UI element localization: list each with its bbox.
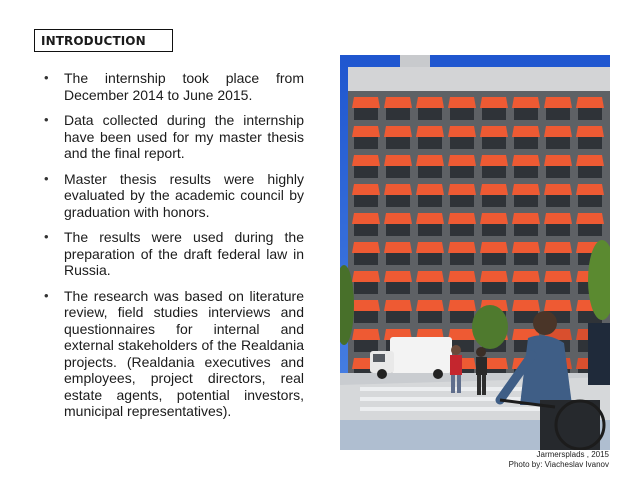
- awning: [448, 271, 476, 282]
- awning: [480, 97, 508, 108]
- window: [578, 136, 602, 149]
- window: [482, 281, 506, 294]
- window: [386, 252, 410, 265]
- awning: [512, 271, 540, 282]
- awning: [448, 184, 476, 195]
- awning: [480, 213, 508, 224]
- window: [482, 165, 506, 178]
- awning: [544, 271, 572, 282]
- window: [450, 252, 474, 265]
- window: [354, 107, 378, 120]
- window: [546, 252, 570, 265]
- awning: [416, 271, 444, 282]
- window: [418, 223, 442, 236]
- section-title-box: [34, 29, 173, 52]
- awning: [512, 184, 540, 195]
- awning: [512, 126, 540, 137]
- window: [354, 310, 378, 323]
- awning: [512, 213, 540, 224]
- awning: [544, 97, 572, 108]
- bullet-dot-icon: •: [44, 70, 49, 85]
- window: [514, 136, 538, 149]
- window: [418, 281, 442, 294]
- awning: [416, 97, 444, 108]
- window: [514, 194, 538, 207]
- awning: [544, 155, 572, 166]
- window: [578, 107, 602, 120]
- bullet-dot-icon: •: [44, 229, 49, 244]
- window: [386, 194, 410, 207]
- awning: [384, 300, 412, 311]
- window: [514, 281, 538, 294]
- window: [546, 281, 570, 294]
- awning: [448, 155, 476, 166]
- bullet-text: Data collected during the internship have been used for my master thesis and the final report.: [64, 112, 304, 161]
- window: [514, 252, 538, 265]
- window: [418, 310, 442, 323]
- awning: [480, 155, 508, 166]
- awning: [544, 242, 572, 253]
- window: [354, 165, 378, 178]
- window: [418, 194, 442, 207]
- window: [546, 194, 570, 207]
- window: [482, 194, 506, 207]
- awning: [576, 184, 604, 195]
- awning: [512, 97, 540, 108]
- awning: [448, 329, 476, 340]
- bullet-text: The internship took place from December 2014 to June 2015.: [64, 70, 304, 103]
- window: [450, 107, 474, 120]
- bullet-text: Master thesis results were highly evaluated by the academic council by graduation with honors.: [64, 170, 304, 220]
- window: [386, 281, 410, 294]
- bullet-item: [44, 171, 304, 221]
- awning: [352, 97, 380, 108]
- window: [482, 223, 506, 236]
- awning: [480, 271, 508, 282]
- awning: [416, 184, 444, 195]
- window: [418, 107, 442, 120]
- awning: [352, 242, 380, 253]
- awning: [352, 300, 380, 311]
- awning: [416, 155, 444, 166]
- awning: [480, 184, 508, 195]
- bullet-list: [44, 70, 304, 429]
- awning: [480, 242, 508, 253]
- window: [450, 281, 474, 294]
- awning: [512, 242, 540, 253]
- awning: [384, 271, 412, 282]
- awning: [416, 126, 444, 137]
- bullet-item: [44, 70, 304, 103]
- awning: [544, 126, 572, 137]
- window: [450, 136, 474, 149]
- awning: [544, 184, 572, 195]
- awning: [384, 126, 412, 137]
- window: [386, 310, 410, 323]
- window: [418, 136, 442, 149]
- awning: [448, 242, 476, 253]
- building-photo: [340, 55, 610, 450]
- awning: [352, 271, 380, 282]
- awning: [576, 213, 604, 224]
- window: [450, 223, 474, 236]
- awning: [352, 329, 380, 340]
- photo-credit: Photo by: Viacheslav Ivanov: [508, 460, 609, 469]
- awning: [512, 300, 540, 311]
- awning: [352, 184, 380, 195]
- awning: [352, 155, 380, 166]
- awning: [352, 126, 380, 137]
- window: [386, 136, 410, 149]
- awning: [448, 213, 476, 224]
- awning: [544, 213, 572, 224]
- awning: [384, 155, 412, 166]
- awning: [416, 213, 444, 224]
- awning: [416, 300, 444, 311]
- window: [450, 165, 474, 178]
- window: [546, 223, 570, 236]
- bullet-item: [44, 229, 304, 279]
- awning: [576, 155, 604, 166]
- awning: [512, 155, 540, 166]
- bullet-text: The research was based on literature review, field studies interviews and questionnaires for internal and external stakeholders of the Realdania projects. (Realdania executives and employees, project directors, real estate agents, potential investors, municipal representatives).: [64, 287, 304, 419]
- section-title: INTRODUCTION: [41, 33, 146, 48]
- window: [546, 165, 570, 178]
- awning: [448, 300, 476, 311]
- awning: [576, 97, 604, 108]
- photo-caption: Jarmersplads , 2015: [536, 450, 609, 459]
- window: [386, 223, 410, 236]
- window: [482, 136, 506, 149]
- awning: [384, 242, 412, 253]
- window: [578, 194, 602, 207]
- window: [354, 281, 378, 294]
- window: [514, 165, 538, 178]
- bullet-dot-icon: •: [44, 112, 49, 127]
- window: [354, 252, 378, 265]
- window: [450, 194, 474, 207]
- awning: [448, 126, 476, 137]
- window: [546, 136, 570, 149]
- awning: [480, 126, 508, 137]
- bullet-text: The results were used during the preparation of the draft federal law in Russia.: [64, 229, 304, 278]
- awning: [384, 184, 412, 195]
- window: [578, 223, 602, 236]
- window: [354, 194, 378, 207]
- window: [450, 310, 474, 323]
- window: [386, 107, 410, 120]
- awning: [384, 97, 412, 108]
- window: [482, 107, 506, 120]
- bullet-item: [44, 112, 304, 162]
- window: [514, 107, 538, 120]
- bullet-dot-icon: •: [44, 170, 49, 186]
- bullet-item: [44, 288, 304, 420]
- awning: [544, 300, 572, 311]
- window: [514, 223, 538, 236]
- awning: [416, 242, 444, 253]
- awning: [576, 126, 604, 137]
- window: [386, 165, 410, 178]
- window: [482, 252, 506, 265]
- awning: [384, 213, 412, 224]
- awning: [448, 97, 476, 108]
- window: [354, 223, 378, 236]
- window: [354, 339, 378, 352]
- window: [418, 165, 442, 178]
- window: [354, 136, 378, 149]
- window: [418, 252, 442, 265]
- bullet-dot-icon: •: [44, 287, 49, 303]
- awning: [352, 213, 380, 224]
- window: [546, 107, 570, 120]
- window: [578, 165, 602, 178]
